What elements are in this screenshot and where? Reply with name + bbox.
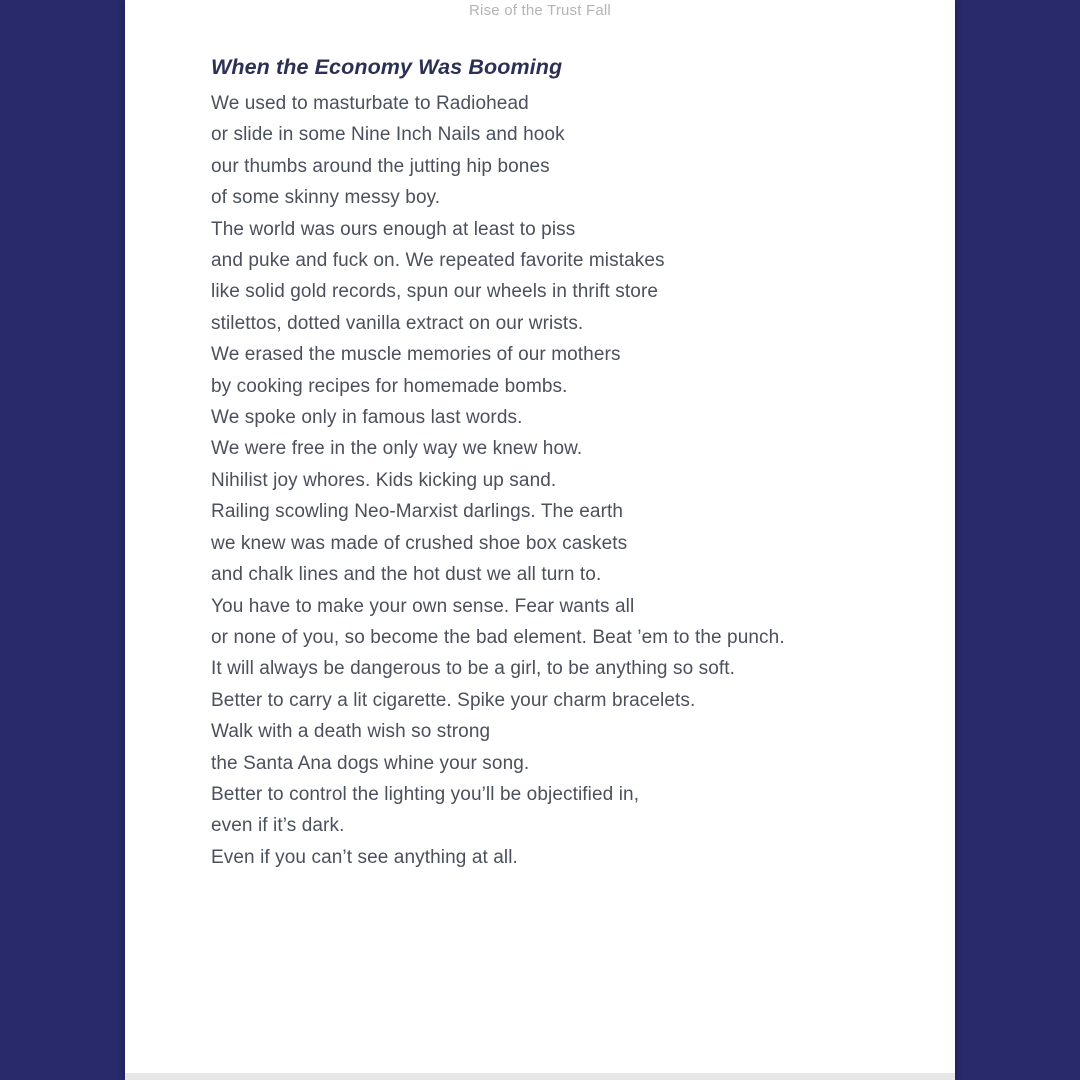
poem-line: even if it’s dark.	[211, 815, 345, 837]
poem-line: by cooking recipes for homemade bombs.	[211, 375, 568, 397]
poem-line: We were free in the only way we knew how.	[211, 438, 583, 460]
poem-line: You have to make your own sense. Fear wants all	[211, 595, 635, 617]
poem-line: of some skinny messy boy.	[211, 187, 441, 209]
poem-line: our thumbs around the jutting hip bones	[211, 155, 550, 177]
poem-line: Even if you can’t see anything at all.	[211, 846, 518, 868]
poem-line: Nihilist joy whores. Kids kicking up sand.	[211, 469, 557, 491]
poem-line: We used to masturbate to Radiohead	[211, 93, 529, 114]
poem-body	[211, 88, 925, 873]
poem-line: we knew was made of crushed shoe box caskets	[211, 532, 628, 554]
poem-line: and puke and fuck on. We repeated favorite mistakes	[211, 250, 665, 272]
poem-line: the Santa Ana dogs whine your song.	[211, 752, 530, 774]
poem-line: Railing scowling Neo-Marxist darlings. The earth	[211, 501, 624, 523]
poem-line: like solid gold records, spun our wheels in thrift store	[211, 281, 659, 303]
poem-line: Better to control the lighting you’ll be objectified in,	[211, 783, 640, 805]
poem-title: When the Economy Was Booming	[211, 55, 563, 79]
poem-line: We erased the muscle memories of our mothers	[211, 344, 621, 366]
poem-line: and chalk lines and the hot dust we all turn to.	[211, 564, 602, 586]
book-page[interactable]	[125, 0, 955, 1080]
running-header: Rise of the Trust Fall	[469, 2, 611, 19]
poem-line: or none of you, so become the bad element. Beat ’em to the punch.	[211, 626, 785, 648]
poem-line: or slide in some Nine Inch Nails and hook	[211, 124, 565, 146]
poem-text-column	[211, 52, 925, 873]
poem-line: Better to carry a lit cigarette. Spike your charm bracelets.	[211, 689, 696, 711]
poem-line: The world was ours enough at least to piss	[211, 218, 576, 240]
page-bottom-edge	[125, 1073, 955, 1080]
poem-line: stilettos, dotted vanilla extract on our wrists.	[211, 312, 584, 334]
poem-line: We spoke only in famous last words.	[211, 407, 523, 429]
poem-line: It will always be dangerous to be a girl, to be anything so soft.	[211, 658, 736, 680]
poem-line: Walk with a death wish so strong	[211, 721, 491, 743]
